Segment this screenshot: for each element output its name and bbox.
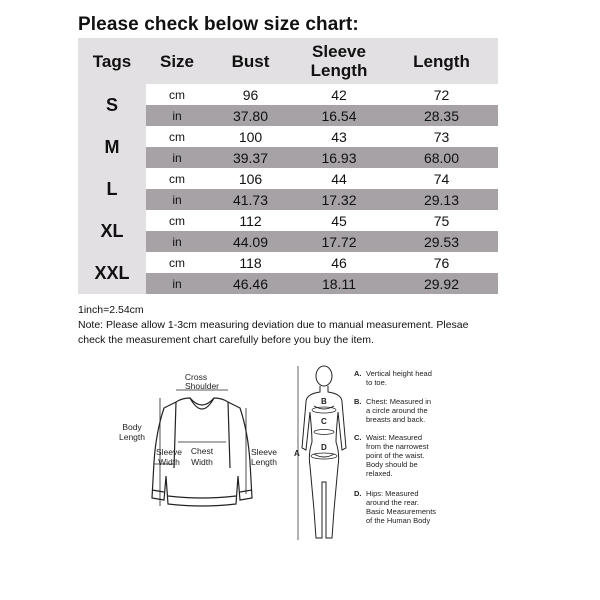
sleeve-length-cell: 16.93	[321, 149, 357, 166]
size-group	[78, 84, 498, 126]
marker-a: A	[294, 449, 300, 458]
unit-cell: in	[172, 234, 182, 249]
length-cell: 28.35	[423, 107, 460, 124]
table-body	[78, 84, 498, 294]
bust-cell: 100	[238, 128, 263, 145]
legend-d-line1: Hips: Measured	[366, 489, 419, 498]
bust-cell: 37.80	[232, 107, 269, 124]
table-row-cm	[146, 252, 498, 273]
unit-cell: cm	[169, 87, 185, 102]
sleeve-length-cell: 17.32	[321, 191, 357, 208]
legend-b-letter: B.	[354, 397, 362, 406]
size-tag: XL	[78, 210, 146, 252]
size-tag: M	[78, 126, 146, 168]
header-sleeve-length: Sleeve Length	[310, 42, 368, 80]
conversion-note: 1inch=2.54cm	[78, 304, 144, 316]
chest-width-label-1: Chest	[190, 446, 214, 456]
length-cell: 72	[433, 86, 450, 103]
length-cell: 75	[433, 212, 450, 229]
sleeve-length-label-2: Length	[251, 457, 277, 467]
sleeve-length-cell: 43	[331, 128, 347, 145]
marker-d: D	[321, 443, 327, 452]
legend-a-line2: to toe.	[366, 378, 387, 387]
length-cell: 74	[433, 170, 450, 187]
human-body-icon	[302, 366, 346, 538]
measurement-note-line2: check the measurement chart carefully before you buy the item.	[78, 334, 374, 346]
table-row-cm	[146, 210, 498, 231]
size-group	[78, 210, 498, 252]
bust-cell: 44.09	[232, 233, 269, 250]
length-cell: 73	[433, 128, 450, 145]
body-length-label-1: Body	[122, 422, 142, 432]
table-row-cm	[146, 168, 498, 189]
table-row-cm	[146, 126, 498, 147]
size-group	[78, 126, 498, 168]
header-bust: Bust	[231, 51, 270, 71]
size-group	[78, 252, 498, 294]
table-row-in	[146, 189, 498, 210]
bust-cell: 118	[239, 254, 262, 271]
unit-cell: in	[172, 108, 182, 123]
sleeve-length-label-1: Sleeve	[251, 447, 277, 457]
bust-cell: 96	[242, 86, 259, 103]
legend-c-line1: Waist: Measured	[366, 433, 422, 442]
sleeve-length-cell: 16.54	[321, 107, 357, 124]
header-length: Length	[413, 51, 470, 71]
sleeve-length-cell: 44	[331, 170, 347, 187]
legend-d-line3: Basic Measurements	[366, 507, 437, 516]
cross-shoulder-label-2: Shoulder	[184, 381, 220, 391]
unit-cell: in	[172, 192, 182, 207]
chest-width-label-2: Width	[191, 457, 213, 467]
legend-b-line3: breasts and back.	[366, 415, 426, 424]
header-tags: Tags	[92, 51, 132, 71]
sleeve-length-cell: 46	[331, 254, 347, 271]
legend-c-line4: Body should be	[366, 460, 418, 469]
bust-cell: 46.46	[232, 275, 269, 292]
sleeve-length-cell: 18.11	[322, 275, 356, 292]
marker-b: B	[321, 397, 327, 406]
measurement-note-line1: Note: Please allow 1-3cm measuring deviation due to manual measurement. Plesae	[78, 319, 469, 331]
legend-d-line2: around the rear.	[366, 498, 419, 507]
cross-shoulder-label-1: Cross	[184, 372, 208, 382]
size-tag: L	[78, 168, 146, 210]
sleeve-length-cell: 42	[331, 86, 347, 103]
legend-b-line2: a circle around the	[366, 406, 428, 415]
length-cell: 29.13	[423, 191, 460, 208]
legend-b-line1: Chest: Measured in	[366, 397, 432, 406]
bust-cell: 106	[238, 170, 263, 187]
legend-c-line3: point of the waist.	[366, 451, 425, 460]
table-row-in	[146, 231, 498, 252]
legend-c-line5: relaxed.	[366, 469, 393, 478]
table-header	[78, 38, 498, 84]
garment-measurement-diagram	[112, 372, 292, 522]
bust-cell: 41.73	[232, 191, 269, 208]
sleeve-width-label-1: Sleeve	[156, 447, 182, 457]
bust-cell: 112	[239, 212, 262, 229]
length-cell: 68.00	[423, 149, 460, 166]
header-size: Size	[159, 51, 195, 71]
unit-cell: cm	[169, 255, 185, 270]
legend-a-letter: A.	[354, 369, 362, 378]
size-chart-table	[78, 38, 498, 294]
legend-d-letter: D.	[354, 489, 362, 498]
size-tag: XXL	[78, 252, 146, 294]
unit-cell: in	[172, 150, 182, 165]
legend-a-line1: Vertical height head	[366, 369, 432, 378]
body-length-label-2: Length	[119, 432, 145, 442]
table-row-in	[146, 105, 498, 126]
table-row-cm	[146, 84, 498, 105]
legend-d-line4: of the Human Body	[366, 516, 431, 525]
sleeve-length-cell: 45	[331, 212, 347, 229]
table-row-in	[146, 273, 498, 294]
legend-c-line2: from the narrowest	[366, 442, 429, 451]
body-measurement-diagram	[292, 362, 452, 552]
unit-cell: in	[172, 276, 182, 291]
unit-cell: cm	[169, 129, 185, 144]
unit-cell: cm	[169, 171, 185, 186]
length-cell: 29.92	[423, 275, 460, 292]
unit-cell: cm	[169, 213, 185, 228]
page-title: Please check below size chart:	[78, 14, 359, 35]
sleeve-length-cell: 17.72	[321, 233, 357, 250]
bust-cell: 39.37	[232, 149, 269, 166]
size-group	[78, 168, 498, 210]
sleeve-width-label-2: Width	[158, 457, 180, 467]
marker-c: C	[321, 417, 327, 426]
length-cell: 29.53	[423, 233, 460, 250]
size-tag: S	[78, 84, 146, 126]
length-cell: 76	[433, 254, 450, 271]
table-row-in	[146, 147, 498, 168]
legend-c-letter: C.	[354, 433, 362, 442]
